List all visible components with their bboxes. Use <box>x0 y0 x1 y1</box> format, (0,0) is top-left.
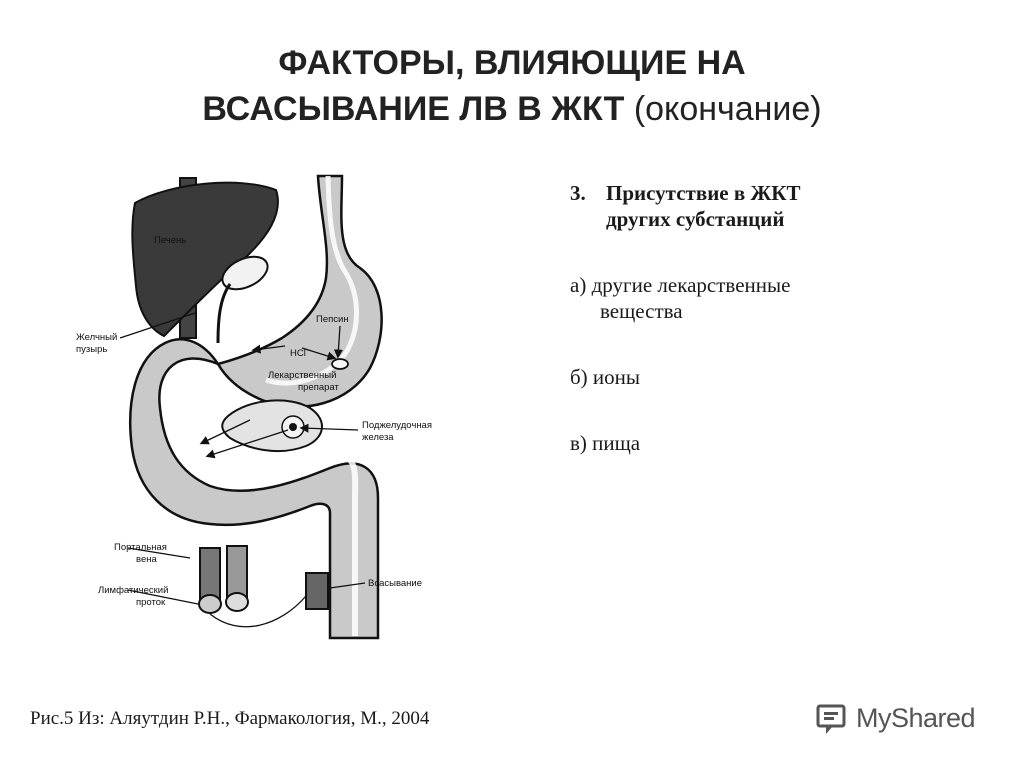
figure-caption: Рис.5 Из: Аляутдин Р.Н., Фармакология, М., 2004 <box>30 708 430 729</box>
title-line-1: ФАКТОРЫ, ВЛИЯЮЩИЕ НА <box>278 44 746 82</box>
factor-item-ions <box>570 364 990 390</box>
label-portal-vein-1: Портальная <box>114 542 167 553</box>
label-hcl: HCl <box>290 348 306 359</box>
label-lymph-2: проток <box>136 597 166 608</box>
title-line-2-normal: (окончание) <box>633 90 822 128</box>
heading-number: 3. <box>570 181 586 205</box>
factor-item-line-1: в) пища <box>570 431 641 455</box>
myshared-logo[interactable] <box>816 700 996 740</box>
title-line-2-bold: ВСАСЫВАНИЕ ЛВ В ЖКТ <box>202 90 625 128</box>
factor-item-line-1: б) ионы <box>570 365 641 389</box>
label-drug-1: Лекарственный <box>268 370 337 381</box>
label-lymph-1: Лимфатический <box>98 585 169 596</box>
gi-tract-diagram <box>40 168 480 658</box>
factors-list <box>570 180 990 456</box>
factor-item-line-1: а) другие лекарственные <box>570 273 791 297</box>
label-gallbladder-2: пузырь <box>76 344 108 355</box>
factor-item-line-2: вещества <box>600 299 683 323</box>
label-portal-vein-2: вена <box>136 554 157 565</box>
factors-heading <box>570 180 990 232</box>
label-pepsin: Пепсин <box>316 314 349 325</box>
label-absorption: Всасывание <box>368 578 423 589</box>
factor-item-food <box>570 430 990 456</box>
slide-title <box>0 40 1024 132</box>
myshared-logo-icon <box>816 704 848 736</box>
absorption-site-shape <box>306 573 328 609</box>
heading-line-2: других субстанций <box>606 207 785 231</box>
label-pancreas-2: железа <box>362 432 394 443</box>
myshared-logo-text: MyShared <box>856 703 976 733</box>
heading-line-1: Присутствие в ЖКТ <box>606 181 801 205</box>
drug-pill-shape <box>332 359 348 369</box>
label-liver: Печень <box>154 235 187 246</box>
title-line-2 <box>0 86 1024 132</box>
label-drug-2: препарат <box>298 382 339 393</box>
factor-item-drugs <box>570 272 990 324</box>
label-gallbladder-1: Желчный <box>76 332 118 343</box>
label-pancreas-1: Поджелудочная <box>362 420 432 431</box>
